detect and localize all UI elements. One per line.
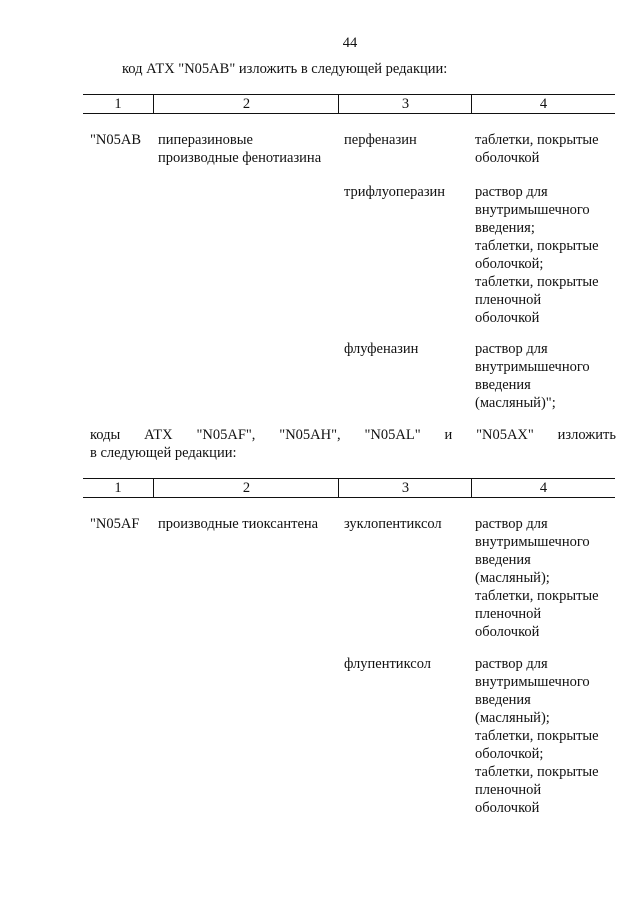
- header-col-1: 1: [114, 96, 122, 112]
- header-col-2: 2: [153, 95, 339, 113]
- drug-forms: раствор для внутримышечного введения; таблетки, покрытые оболочкой; таблетки, покрытые пленочной оболочкой: [475, 184, 599, 326]
- header-col-3: 3: [338, 479, 472, 497]
- header-col-4: 4: [471, 95, 615, 113]
- drug-forms: раствор для внутримышечного введения (масляный); таблетки, покрытые пленочной оболочкой: [475, 516, 599, 640]
- header-col-3: 3: [338, 95, 472, 113]
- atc-code: "N05AB: [90, 132, 142, 148]
- header-col-2: 2: [153, 479, 339, 497]
- header-col-4: 4: [471, 479, 615, 497]
- header-col-1: 1: [114, 480, 122, 496]
- section2-table-header: [83, 478, 615, 498]
- drug-name: зуклопентиксол: [344, 516, 442, 532]
- drug-forms: раствор для внутримышечного введения (масляный)";: [475, 341, 590, 411]
- drug-forms: таблетки, покрытые оболочкой: [475, 132, 599, 166]
- section2-intro-line1: коды АТХ "N05AF", "N05AH", "N05AL" и "N05AX" изложить: [90, 427, 616, 443]
- atc-code: "N05AF: [90, 516, 140, 532]
- drug-name: флуфеназин: [344, 341, 419, 357]
- drug-name: перфеназин: [344, 132, 417, 148]
- page-number: 44: [342, 35, 358, 51]
- section2-intro-line2: в следующей редакции:: [90, 445, 237, 461]
- atc-group: пиперазиновые производные фенотиазина: [158, 132, 322, 166]
- drug-name: флупентиксол: [344, 656, 431, 672]
- drug-name: трифлуоперазин: [344, 184, 446, 200]
- section1-intro: код АТХ "N05AB" изложить в следующей редакции:: [122, 61, 448, 77]
- atc-group: производные тиоксантена: [158, 516, 319, 532]
- drug-forms: раствор для внутримышечного введения (масляный); таблетки, покрытые оболочкой; таблетки, покрытые пленочной оболочкой: [475, 656, 599, 816]
- section1-table-header: [83, 94, 615, 114]
